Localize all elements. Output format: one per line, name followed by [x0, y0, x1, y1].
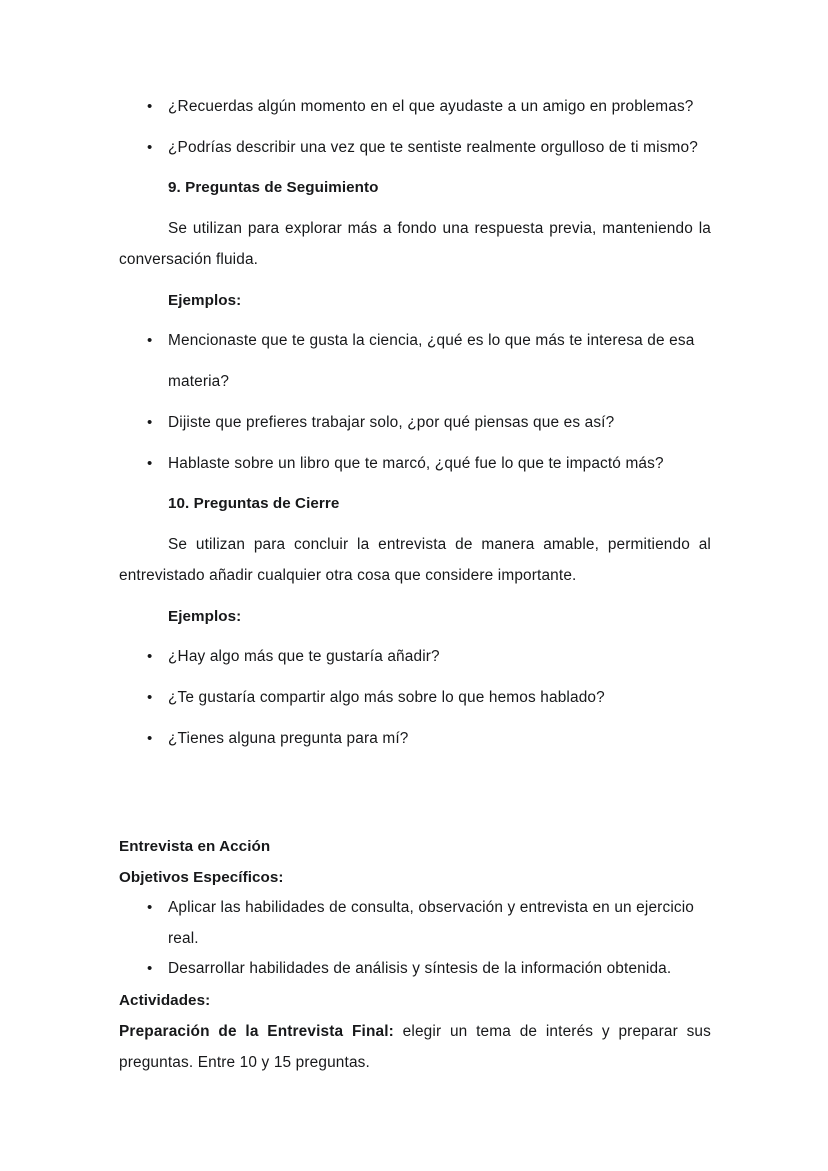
objectives-list: [119, 893, 711, 985]
list-item: • Aplicar las habilidades de consulta, observación y entrevista en un ejercicio real.: [119, 893, 711, 954]
section-heading-seguimiento: 9. Preguntas de Seguimiento: [168, 179, 379, 196]
examples-label-seguimiento: Ejemplos:: [168, 292, 242, 309]
examples-list-cierre: [119, 636, 711, 759]
section-description-seguimiento: Se utilizan para explorar más a fondo una respuesta previa, manteniendo la conversación fluida.: [119, 220, 711, 268]
activity-section: [119, 831, 711, 1078]
section-spacer: [119, 759, 711, 831]
spacer: [119, 203, 711, 213]
section-description-cierre: Se utilizan para concluir la entrevista de manera amable, permitiendo al entrevistado añadir cualquier otra cosa que considere importante.: [119, 536, 711, 584]
list-item: • ¿Hay algo más que te gustaría añadir?: [119, 636, 711, 677]
list-item: • ¿Te gustaría compartir algo más sobre lo que hemos hablado?: [119, 677, 711, 718]
lead-bullet-list: [119, 86, 711, 168]
list-item: • ¿Podrías describir una vez que te sentiste realmente orgulloso de ti mismo?: [119, 127, 711, 168]
spacer: [119, 591, 711, 601]
list-item: • Desarrollar habilidades de análisis y síntesis de la información obtenida.: [119, 954, 711, 985]
list-item: • Mencionaste que te gusta la ciencia, ¿qué es lo que más te interesa de esa materia?: [119, 320, 711, 402]
objectives-label: Objetivos Específicos:: [119, 869, 284, 886]
list-item: • ¿Tienes alguna pregunta para mí?: [119, 718, 711, 759]
list-item: • Dijiste que prefieres trabajar solo, ¿por qué piensas que es así?: [119, 402, 711, 443]
activity-item-runin: Preparación de la Entrevista Final:: [119, 1022, 394, 1040]
list-item: • ¿Recuerdas algún momento en el que ayudaste a un amigo en problemas?: [119, 86, 711, 127]
list-item: • Hablaste sobre un libro que te marcó, ¿qué fue lo que te impactó más?: [119, 443, 711, 484]
spacer: [119, 519, 711, 529]
examples-list-seguimiento: [119, 320, 711, 484]
activities-label: Actividades:: [119, 991, 211, 1009]
activity-item: [119, 1016, 711, 1078]
section-heading-cierre: 10. Preguntas de Cierre: [168, 495, 340, 512]
activity-title: Entrevista en Acción: [119, 838, 271, 855]
document-body: [119, 86, 711, 1078]
spacer: [119, 275, 711, 285]
activity-item-text: elegir un tema de interés y preparar sus preguntas. Entre 10 y 15 preguntas.: [119, 1022, 711, 1071]
examples-label-cierre: Ejemplos:: [168, 608, 242, 625]
